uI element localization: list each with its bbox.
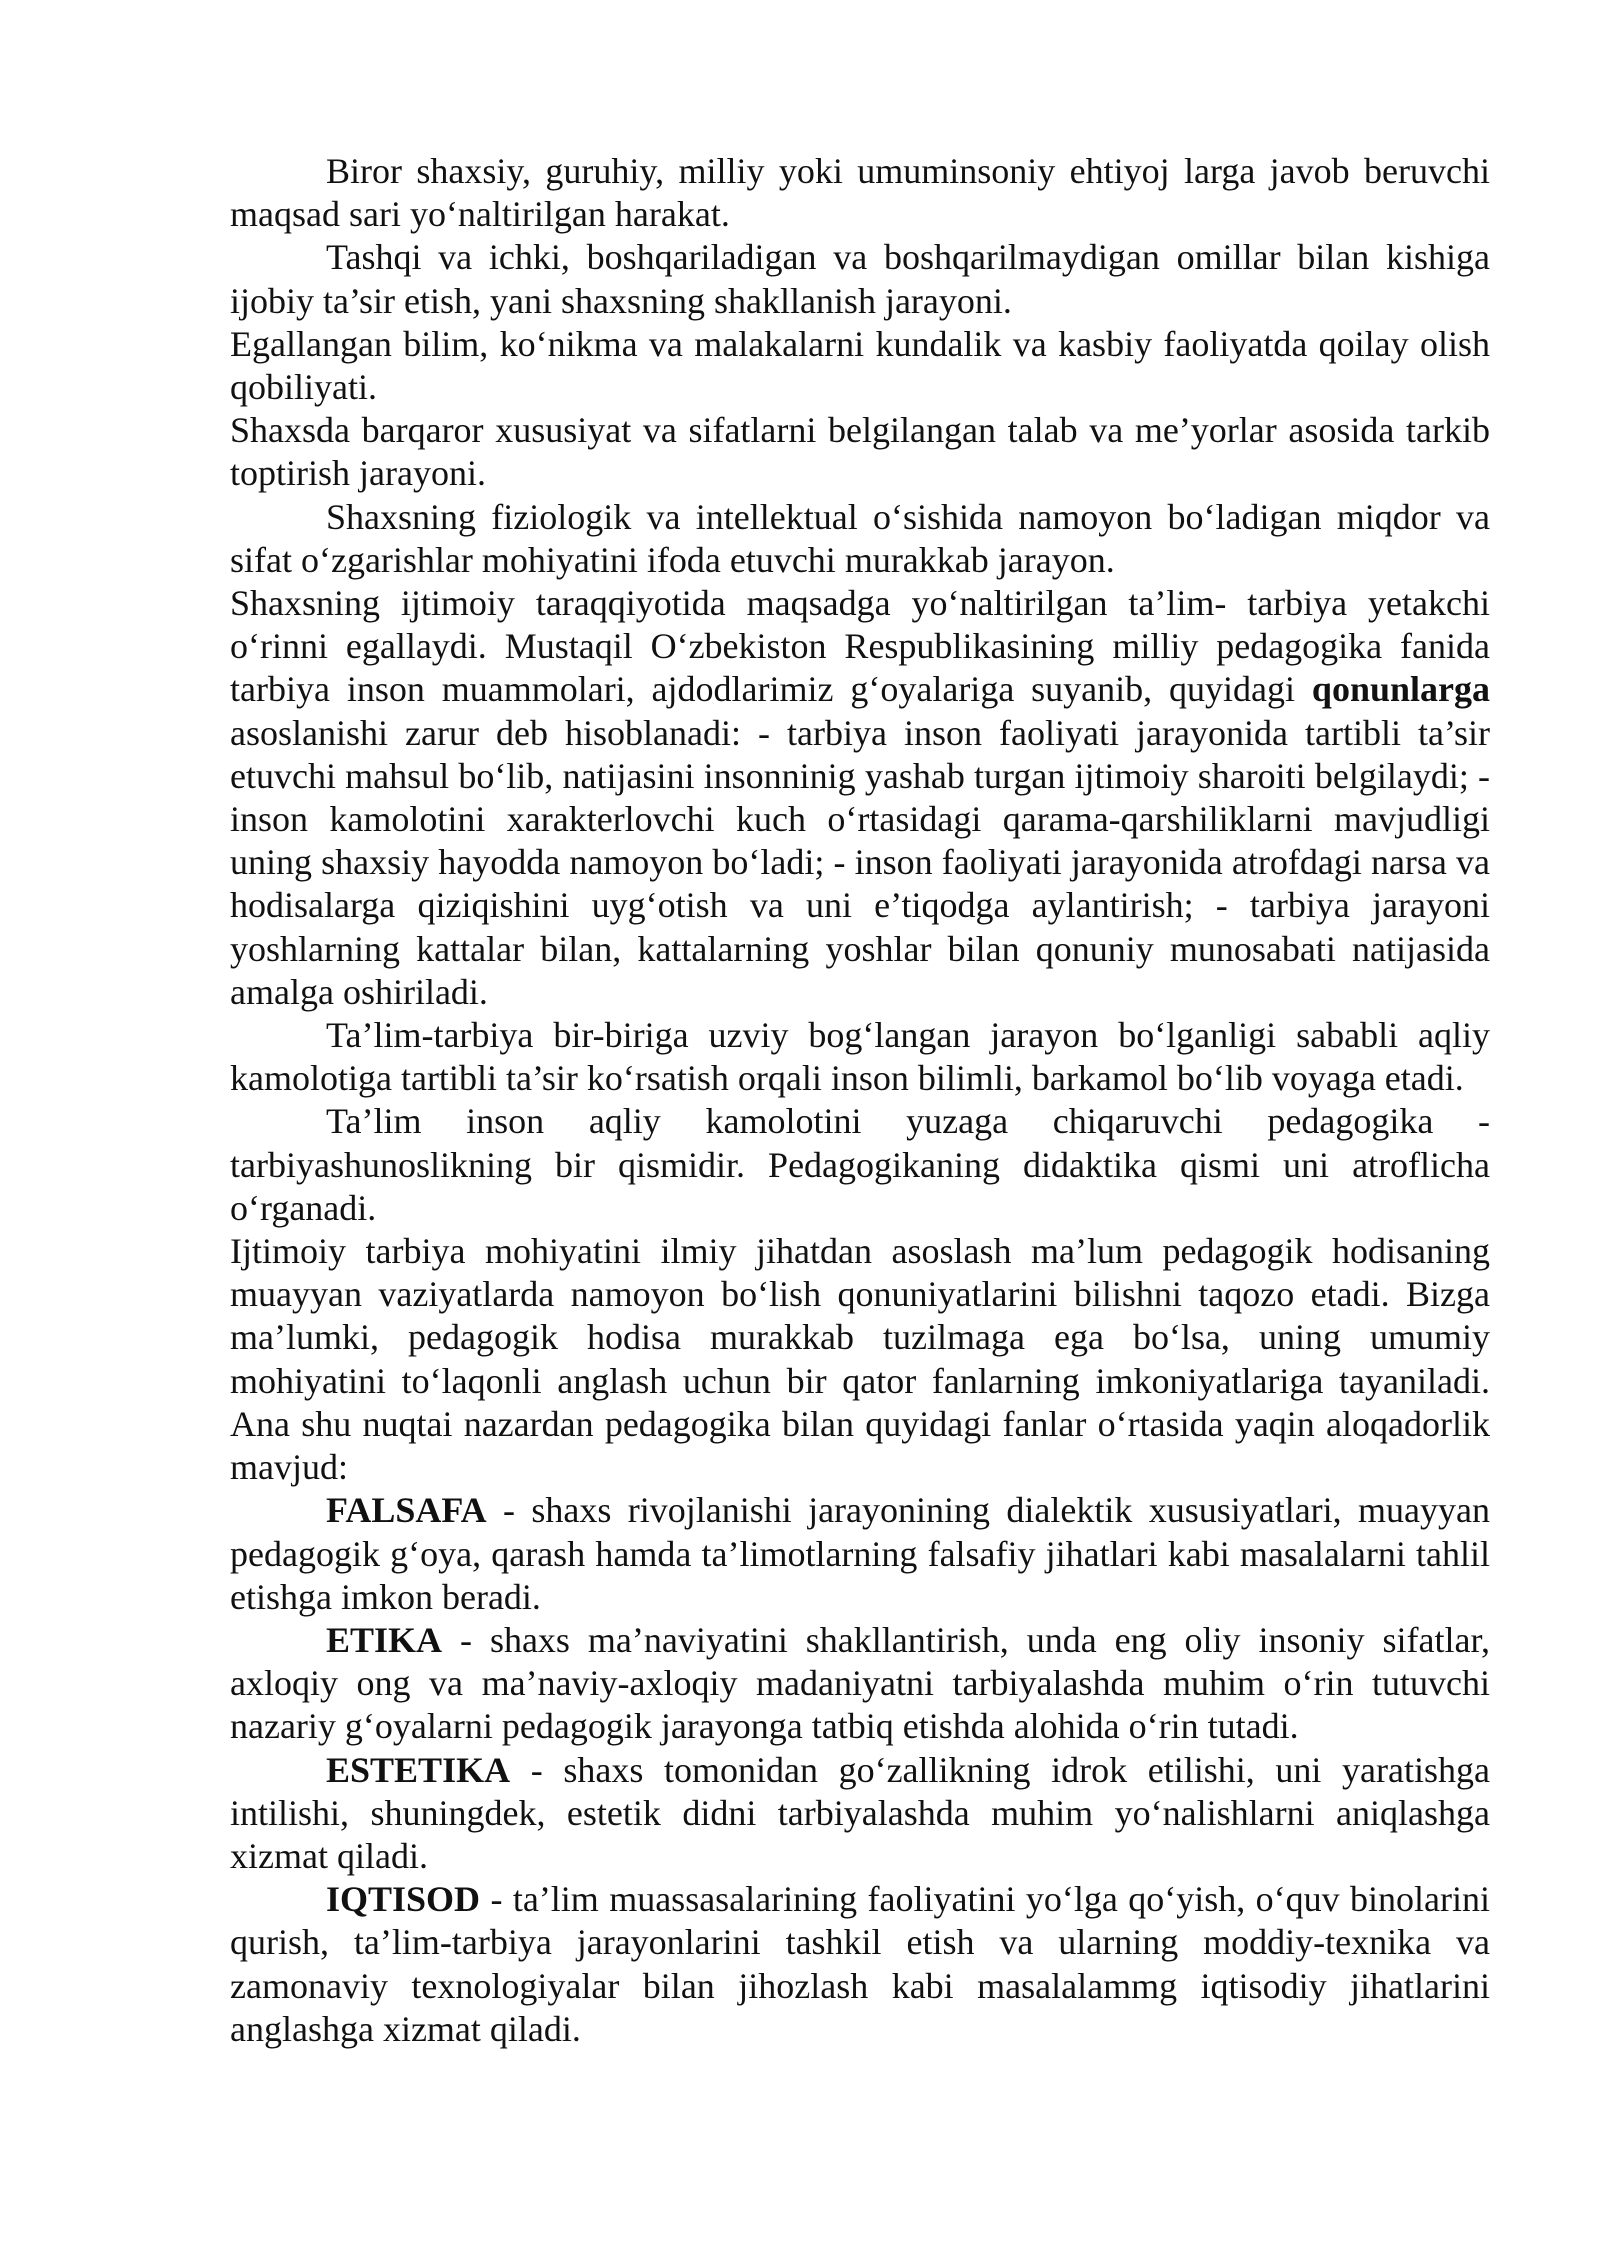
term-iqtisod: IQTISOD <box>326 1879 481 1920</box>
term-etika: ETIKA <box>326 1619 443 1660</box>
paragraph-6 <box>230 582 1490 1014</box>
paragraph-3: Egallangan bilim, ko‘nikma va malakalarni kundalik va kasbiy faoliyatda qoilay olish qobiliyati. <box>230 323 1490 408</box>
definition-estetika: - shaxs tomonidan go‘zallikning idrok etilishi, uni yaratishga intilishi, shuningdek, estetik didni tarbiyalashda muhim yo‘nalishlarni aniqlashga xizmat qiladi. <box>230 1749 1490 1876</box>
paragraph-etika <box>230 1619 1490 1749</box>
paragraph-5: Shaxsning fiziologik va intellektual o‘sishida namoyon bo‘ladigan miqdor va sifat o‘zgarishlar mohiyatini ifoda etuvchi murakkab jarayon. <box>230 496 1490 580</box>
paragraph-8: Ta’lim inson aqliy kamolotini yuzaga chiqaruvchi pedagogika - tarbiyashunoslikning bir qismidir. Pedagogikaning didaktika qismi uni atroflicha o‘rganadi. <box>230 1101 1490 1228</box>
paragraph-falsafa <box>230 1489 1490 1619</box>
paragraph-4: Shaxsda barqaror xususiyat va sifatlarni belgilangan talab va me’yorlar asosida tarkib toptirish jarayoni. <box>230 410 1490 494</box>
paragraph-estetika <box>230 1749 1490 1879</box>
term-estetika: ESTETIKA <box>326 1749 511 1790</box>
bold-keyword: qonunlarga <box>1311 669 1490 710</box>
document-body <box>230 150 1490 2051</box>
term-falsafa: FALSAFA <box>326 1490 487 1531</box>
paragraph-9: Ijtimoiy tarbiya mohiyatini ilmiy jihatdan asoslash ma’lum pedagogik hodisaning muayyan vaziyatlarda namoyon bo‘lish qonuniyatlarini bilishni taqozo etadi. Bizga ma’lumki, pedagogik hodisa murakkab tuzilmaga ega bo‘lsa, uning umumiy mohiyatini to‘laqonli anglash uchun bir qator fanlarning imkoniyatlariga tayaniladi. Ana shu nuqtai nazardan pedagogika bilan quyidagi fanlar o‘rtasida yaqin aloqadorlik mavjud: <box>230 1231 1490 1488</box>
paragraph-7: Ta’lim-tarbiya bir-biriga uzviy bog‘langan jarayon bo‘lganligi sababli aqliy kamolotiga tartibli ta’sir ko‘rsatish orqali inson bilimli, barkamol bo‘lib voyaga etadi. <box>230 1015 1490 1099</box>
definition-iqtisod: - ta’lim muassasalarining faoliyatini yo‘lga qo‘yish, o‘quv binolarini qurish, ta’lim-tarbiya jarayonlarini tashkil etish va ularning moddiy-texnika va zamonaviy texnologiyalar bilan jihozlash kabi masalalammg iqtisodiy jihatlarini anglashga xizmat qiladi. <box>230 1879 1490 2049</box>
paragraph-1: Biror shaxsiy, guruhiy, milliy yoki umuminsoniy ehtiyoj larga javob beruvchi maqsad sari yo‘naltirilgan harakat. <box>230 151 1490 235</box>
definition-etika: - shaxs ma’naviyatini shakllantirish, unda eng oliy insoniy sifatlar, axloqiy ong va ma’naviy-axloqiy madaniyatni tarbiyalashda muhim o‘rin tutuvchi nazariy g‘oyalarni pedagogik jarayonga tatbiq etishda alohida o‘rin tutadi. <box>230 1619 1490 1747</box>
definition-falsafa: - shaxs rivojlanishi jarayonining dialektik xususiyatlari, muayyan pedagogik g‘oya, qarash hamda ta’limotlarning falsafiy jihatlari kabi masalalarni tahlil etishga imkon beradi. <box>230 1490 1490 1617</box>
paragraph-6-text-end: asoslanishi zarur deb hisoblanadi: - tarbiya inson faoliyati jarayonida tartibli ta’sir etuvchi mahsul bo‘lib, natijasini insonninig yashab turgan ijtimoiy sharoiti belgilaydi; - inson kamolotini xarakterlovchi kuch o‘rtasidagi qarama-qarshiliklarni mavjudligi uning shaxsiy hayodda namoyon bo‘ladi; - inson faoliyati jarayonida atrofdagi narsa va hodisalarga qiziqishini uyg‘otish va uni e’tiqodga aylantirish; - tarbiya jarayoni yoshlarning kattalar bilan, kattalarning yoshlar bilan qonuniy munosabati natijasida amalga oshiriladi. <box>230 712 1490 1012</box>
paragraph-2: Tashqi va ichki, boshqariladigan va boshqarilmaydigan omillar bilan kishiga ijobiy ta’sir etish, yani shaxsning shakllanish jarayoni. <box>230 237 1490 321</box>
paragraph-iqtisod <box>230 1878 1490 2051</box>
paragraph-6-text-start: Shaxsning ijtimoiy taraqqiyotida maqsadga yo‘naltirilgan ta’lim- tarbiya yetakchi o‘rinni egallaydi. Mustaqil O‘zbekiston Respublikasining milliy pedagogika fanida tarbiya inson muammolari, ajdodlarimiz g‘oyalariga suyanib, quyidagi <box>230 583 1490 710</box>
